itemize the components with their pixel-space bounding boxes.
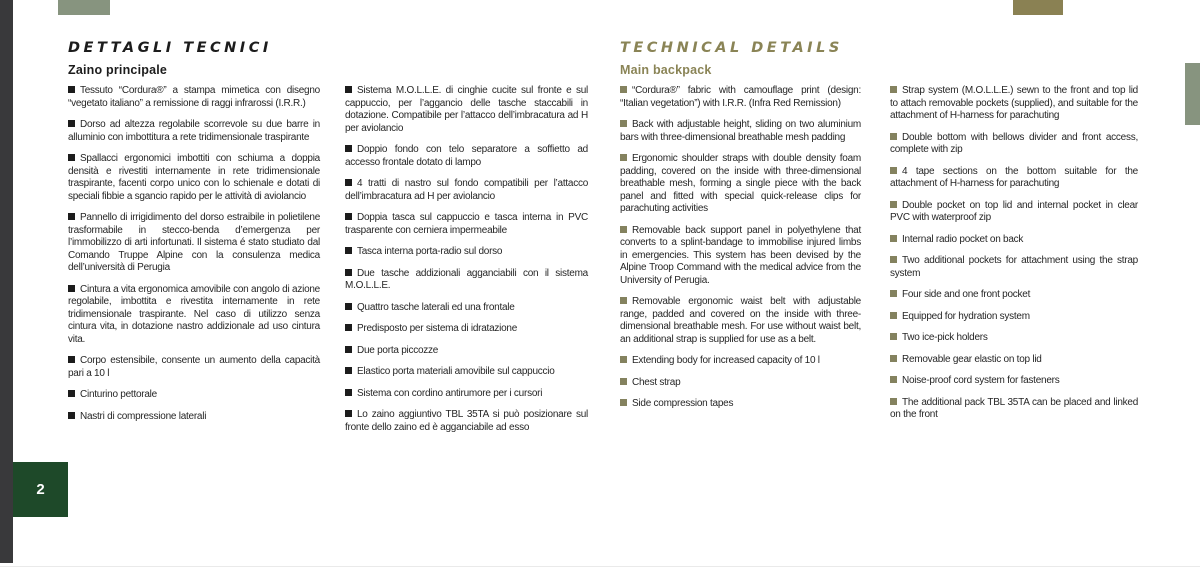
feature-text: Cintura a vita ergonomica amovibile con angolo di azione regolabile, imbottita e rivestita internamente in rete tridimensionale traspirante. Nel caso di utilizzo senza cintura vita, in dotazione nastro addizionale ad uso cintura vita. [68, 283, 320, 345]
feature-text: “Cordura®” fabric with camouflage print (design: “Italian vegetation”) with I.R.R. (Infra Red Remission) [620, 85, 861, 109]
feature-item [345, 246, 588, 259]
top-right-accent-rect [1013, 0, 1063, 15]
feature-text: Back with adjustable height, sliding on two aluminium bars with three-dimensional breathable mesh padding [620, 119, 861, 143]
right-edge-accent-rect [1185, 63, 1200, 125]
feature-text: Two additional pockets for attachment using the strap system [890, 255, 1138, 279]
bullet-square-icon [345, 389, 352, 396]
bullet-square-icon [620, 226, 627, 233]
feature-item [890, 311, 1138, 324]
bullet-square-icon [345, 86, 352, 93]
bullet-square-icon [345, 367, 352, 374]
feature-text: Removable gear elastic on top lid [902, 353, 1042, 365]
feature-text: Quattro tasche laterali ed una frontale [357, 301, 515, 313]
feature-text: 4 tratti di nastro sul fondo compatibili per l’attacco dell’imbracatura ad H per aviolancio [345, 178, 588, 202]
english-column-2 [890, 85, 1138, 431]
feature-text: Spallacci ergonomici imbottiti con schiuma a doppia densità e rivestiti internamente in rete tridimensionale traspirante, facenti corpo unico con lo schienale e dotati di speciali fibbie a sgancio rapido per le attività di aviolancio [68, 153, 320, 202]
feature-item [345, 85, 588, 135]
page-number: 2 [36, 481, 45, 498]
page-number-badge [13, 462, 68, 517]
feature-item [890, 255, 1138, 280]
italian-column-2 [345, 85, 588, 443]
feature-item [620, 296, 861, 346]
feature-text: Two ice-pick holders [902, 332, 988, 343]
feature-text: Double bottom with bellows divider and front access, complete with zip [890, 131, 1138, 155]
feature-item [68, 153, 320, 203]
feature-text: Elastico porta materiali amovibile sul cappuccio [357, 366, 555, 377]
feature-item [345, 302, 588, 315]
feature-text: Predisposto per sistema di idratazione [357, 323, 518, 334]
feature-item [68, 389, 320, 402]
bullet-square-icon [620, 297, 627, 304]
feature-item [68, 411, 320, 424]
feature-text: Corpo estensibile, consente un aumento della capacità pari a 10 l [68, 355, 320, 379]
feature-text: Chest strap [632, 376, 681, 388]
feature-item [620, 85, 861, 110]
feature-item [68, 85, 320, 110]
feature-text: Double pocket on top lid and internal pocket in clear PVC with waterproof zip [890, 199, 1138, 223]
bullet-square-icon [68, 213, 75, 220]
bullet-square-icon [345, 269, 352, 276]
bullet-square-icon [890, 235, 897, 242]
bottom-divider [0, 566, 1200, 567]
feature-item [890, 200, 1138, 225]
feature-text: Due porta piccozze [357, 344, 439, 356]
feature-item [68, 355, 320, 380]
feature-text: Noise-proof cord system for fasteners [902, 375, 1060, 386]
bullet-square-icon [68, 356, 75, 363]
bullet-square-icon [890, 201, 897, 208]
feature-item [345, 144, 588, 169]
bullet-square-icon [890, 398, 897, 405]
bullet-square-icon [68, 285, 75, 292]
bullet-square-icon [620, 378, 627, 385]
feature-text: 4 tape sections on the bottom suitable for the attachment of H-harness for parachuting [890, 165, 1138, 189]
bullet-square-icon [68, 390, 75, 397]
feature-text: Dorso ad altezza regolabile scorrevole su due barre in alluminio con imbottitura a rete tridimensionale traspirante [68, 119, 320, 143]
feature-item [345, 388, 588, 401]
bullet-square-icon [345, 324, 352, 331]
bullet-square-icon [890, 86, 897, 93]
feature-text: Pannello di irrigidimento del dorso estraibile in polietilene trasformabile in stecco-benda d’emergenza per l’immobilizzo di arti infortunati. Il sistema é stato studiato dal Comando Truppe Alpine con la consulenza medica dell’università di Perugia [68, 212, 320, 273]
feature-text: Tasca interna porta-radio sul dorso [357, 246, 503, 257]
feature-item [345, 268, 588, 293]
feature-text: Extending body for increased capacity of 10 l [632, 355, 820, 366]
italian-column-1 [68, 85, 320, 432]
english-section-subtitle: Main backpack [620, 63, 712, 77]
bullet-square-icon [68, 120, 75, 127]
feature-item [620, 153, 861, 216]
english-column-1 [620, 85, 861, 420]
feature-text: Four side and one front pocket [902, 289, 1031, 300]
feature-item [345, 409, 588, 434]
bullet-square-icon [890, 133, 897, 140]
feature-text: Doppia tasca sul cappuccio e tasca interna in PVC trasparente con cerniera impermeabile [345, 212, 588, 236]
feature-item [890, 132, 1138, 157]
bullet-square-icon [345, 213, 352, 220]
bullet-square-icon [620, 120, 627, 127]
bullet-square-icon [345, 346, 352, 353]
feature-text: Tessuto “Cordura®” a stampa mimetica con disegno “vegetato italiano” a remissione di raggi infrarossi (I.R.R.) [68, 85, 320, 109]
feature-text: Cinturino pettorale [80, 389, 157, 400]
bullet-square-icon [345, 410, 352, 417]
italian-section-subtitle: Zaino principale [68, 63, 168, 77]
feature-text: Removable back support panel in polyethylene that converts to a splint-bandage to immobilise injured limbs in emergencies. This system has been devised by the Alpine Troop Command with the medical advice from the University of Perugia. [620, 224, 861, 286]
feature-item [890, 354, 1138, 367]
feature-item [890, 332, 1138, 345]
feature-item [890, 397, 1138, 422]
left-edge-bar [0, 0, 13, 563]
italian-section-title: DETTAGLI TECNICI [68, 40, 272, 56]
feature-text: Lo zaino aggiuntivo TBL 35TA si può posizionare sul fronte dello zaino ed è agganciabile ad esso [345, 409, 588, 433]
bullet-square-icon [345, 247, 352, 254]
feature-item [345, 323, 588, 336]
feature-item [345, 366, 588, 379]
feature-item [620, 119, 861, 144]
bullet-square-icon [890, 167, 897, 174]
bullet-square-icon [68, 412, 75, 419]
feature-item [345, 212, 588, 237]
feature-item [890, 289, 1138, 302]
bullet-square-icon [620, 356, 627, 363]
feature-text: Due tasche addizionali agganciabili con il sistema M.O.L.L.E. [345, 267, 588, 291]
feature-item [68, 119, 320, 144]
feature-text: Strap system (M.O.L.L.E.) sewn to the front and top lid to attach removable pockets (supplied), and suitable for the attachment of H-harness for parachuting [890, 85, 1138, 121]
bullet-square-icon [890, 312, 897, 319]
feature-text: Sistema M.O.L.L.E. di cinghie cucite sul fronte e sul cappuccio, per l’aggancio delle tasche staccabili in dotazione. Compatibile per l’attacco dell’imbracatura ad H per aviolancio [345, 85, 588, 134]
feature-text: Removable ergonomic waist belt with adjustable range, padded and covered on the inside with three-dimensional breathable mesh. For use without waist belt, an additional strap is supplied for use as a belt. [620, 296, 861, 345]
bullet-square-icon [890, 333, 897, 340]
feature-item [620, 377, 861, 390]
feature-item [345, 345, 588, 358]
feature-item [890, 375, 1138, 388]
english-section-title: TECHNICAL DETAILS [620, 40, 843, 56]
bullet-square-icon [68, 86, 75, 93]
bullet-square-icon [345, 145, 352, 152]
bullet-square-icon [345, 303, 352, 310]
feature-item [68, 212, 320, 275]
bullet-square-icon [620, 86, 627, 93]
feature-text: Side compression tapes [632, 398, 734, 409]
bullet-square-icon [890, 256, 897, 263]
feature-item [68, 284, 320, 347]
feature-item [345, 178, 588, 203]
bullet-square-icon [620, 399, 627, 406]
bullet-square-icon [345, 179, 352, 186]
bullet-square-icon [890, 290, 897, 297]
feature-text: Nastri di compressione laterali [80, 410, 207, 422]
feature-item [620, 355, 861, 368]
feature-item [890, 234, 1138, 247]
bullet-square-icon [890, 355, 897, 362]
bullet-square-icon [68, 154, 75, 161]
feature-text: The additional pack TBL 35TA can be placed and linked on the front [890, 396, 1138, 420]
bullet-square-icon [890, 376, 897, 383]
bullet-square-icon [620, 154, 627, 161]
feature-text: Internal radio pocket on back [902, 233, 1024, 245]
feature-item [620, 398, 861, 411]
feature-item [620, 225, 861, 288]
feature-text: Equipped for hydration system [902, 310, 1030, 322]
feature-item [890, 85, 1138, 123]
top-left-accent-rect [58, 0, 110, 15]
feature-text: Sistema con cordino antirumore per i cursori [357, 387, 543, 399]
feature-text: Ergonomic shoulder straps with double density foam padding, covered on the inside with three-dimensional breathable mesh, forming a single piece with the back panel and fitted with special quick-release clips for parachuting activities [620, 153, 861, 214]
feature-text: Doppio fondo con telo separatore a soffietto ad accesso frontale dotato di lampo [345, 144, 588, 168]
feature-item [890, 166, 1138, 191]
